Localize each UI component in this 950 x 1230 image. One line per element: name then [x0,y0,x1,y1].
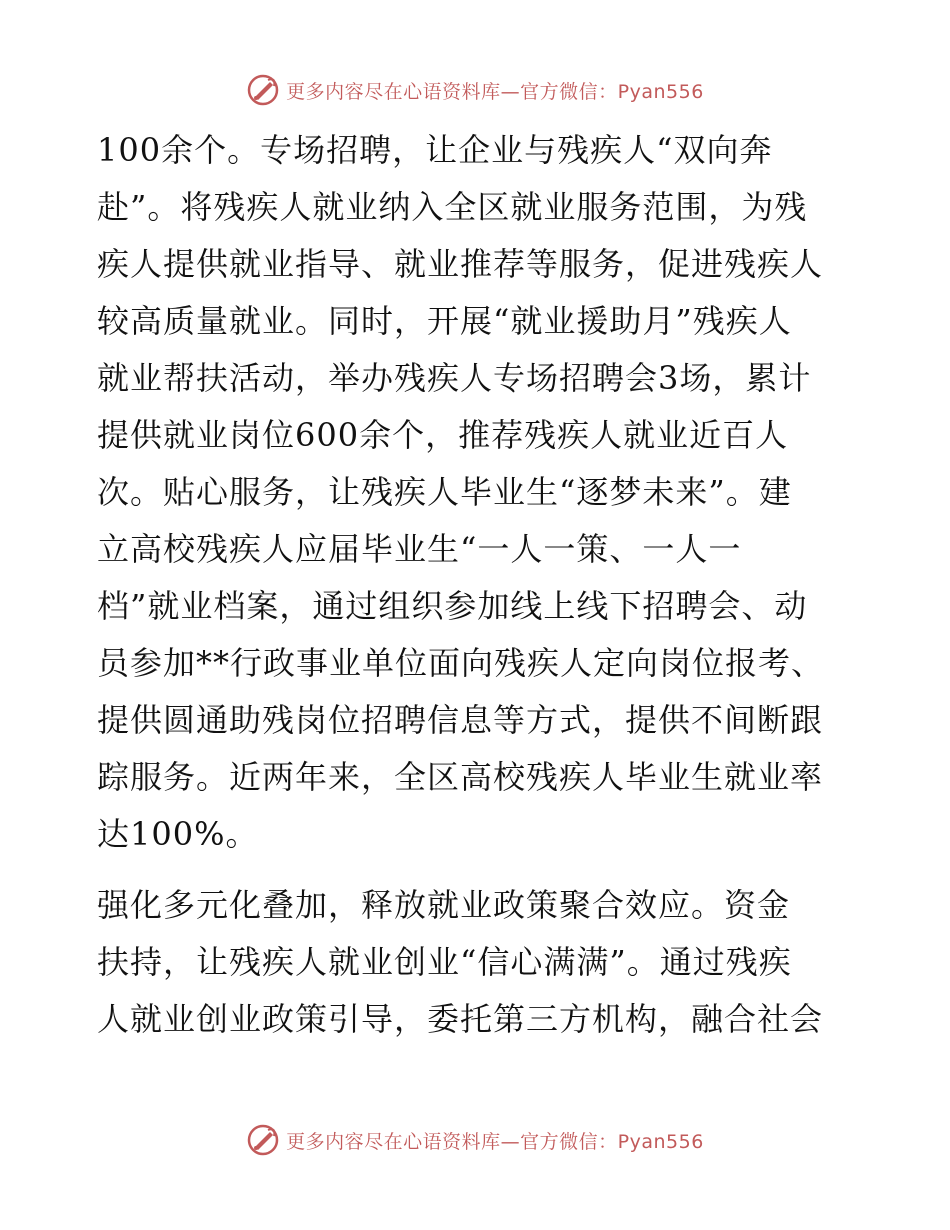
text-line: 强化多元化叠加，释放就业政策聚合效应。资金 [97,886,791,924]
footer-banner [0,1120,950,1160]
text-line: 立高校残疾人应届毕业生“一人一策、一人一 [97,530,742,568]
text-line: 提供圆通助残岗位招聘信息等方式，提供不间断跟 [97,701,824,739]
quill-pen-logo-icon [246,1123,280,1157]
text-line: 就业帮扶活动，举办残疾人专场招聘会3场，累计 [97,359,812,397]
text-line: 100余个。专场招聘，让企业与残疾人“双向奔 [97,131,773,169]
paragraph-2 [97,877,853,1048]
document-body [97,122,853,1048]
header-banner [0,70,950,110]
text-line: 扶持，让残疾人就业创业“信心满满”。通过残疾 [97,943,792,981]
text-line: 较高质量就业。同时，开展“就业援助月”残疾人 [97,302,792,340]
text-line: 踪服务。近两年来，全区高校残疾人毕业生就业率 [97,758,824,796]
header-banner-text: 更多内容尽在心语资料库—官方微信：Pyan556 [286,80,704,103]
quill-pen-logo-icon [246,73,280,107]
paragraph-1 [97,122,853,863]
text-line: 档”就业档案，通过组织参加线上线下招聘会、动 [97,587,808,625]
text-line: 次。贴心服务，让残疾人毕业生“逐梦未来”。建 [97,473,792,511]
paragraph-spacer [97,863,853,877]
text-line: 人就业创业政策引导，委托第三方机构，融合社会 [97,1000,824,1038]
text-line: 疾人提供就业指导、就业推荐等服务，促进残疾人 [97,245,824,283]
text-line: 达100%。 [97,815,259,853]
footer-banner-text: 更多内容尽在心语资料库—官方微信：Pyan556 [286,1130,704,1153]
text-line: 提供就业岗位600余个，推荐残疾人就业近百人 [97,416,789,454]
text-line: 赴”。将残疾人就业纳入全区就业服务范围，为残 [97,188,808,226]
text-line: 员参加**行政事业单位面向残疾人定向岗位报考、 [97,644,825,682]
